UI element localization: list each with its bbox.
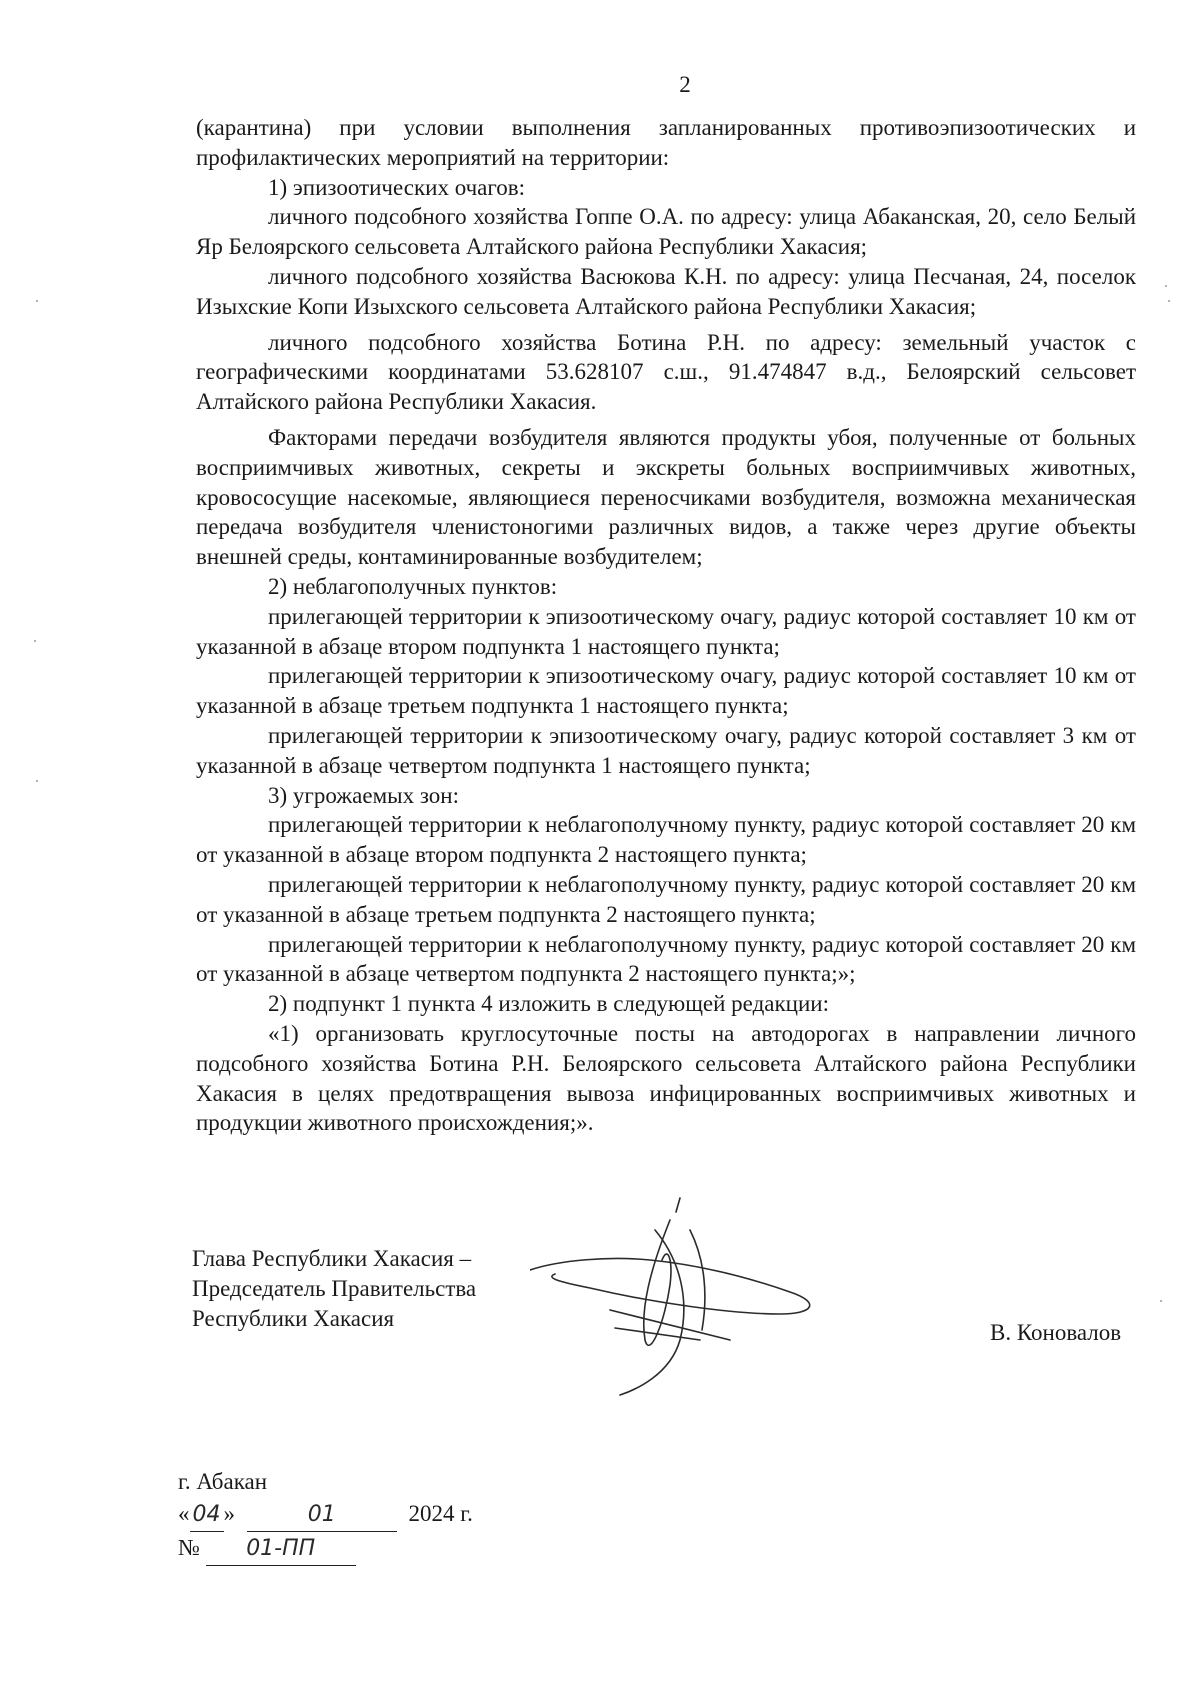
- paragraph: (карантина) при условии выполнения запланированных противоэпизоотических и профилактических мероприятий на территории:: [196, 115, 1136, 170]
- signatory-title-line: Республики Хакасия: [192, 1306, 395, 1331]
- date-line: [178, 1498, 473, 1532]
- paragraph: личного подсобного хозяйства Васюкова К.Н. по адресу: улица Песчаная, 24, поселок Изыхские Копи Изыхского сельсовета Алтайского района Республики Хакасия;: [196, 263, 1136, 319]
- signatory-title-line: Глава Республики Хакасия –: [192, 1246, 472, 1271]
- document-footer: [178, 1466, 473, 1566]
- date-day: 04: [190, 1499, 224, 1532]
- number-line: [178, 1532, 473, 1566]
- signatory-title-line: Председатель Правительства: [192, 1276, 477, 1301]
- paragraph: личного подсобного хозяйства Ботина Р.Н. по адресу: земельный участок с географическими координатами 53.628107 с.ш., 91.474847 в.д., Белоярский сельсовет Алтайского района Республики Хакасия.: [196, 329, 1136, 415]
- document-body: [196, 113, 1136, 1138]
- date-month: 01: [247, 1499, 397, 1532]
- paragraph: прилегающей территории к эпизоотическому очагу, радиус которой составляет 10 км от указанной в абзаце третьем подпункта 1 настоящего пункта;: [196, 663, 1136, 719]
- paragraph: личного подсобного хозяйства Гоппе О.А. по адресу: улица Абаканская, 20, село Белый Яр Белоярского сельсовета Алтайского района Республики Хакасия;: [196, 204, 1136, 260]
- paragraph: 1) эпизоотических очагов:: [268, 174, 525, 200]
- quote-close: »: [223, 1501, 235, 1526]
- paragraph: прилегающей территории к неблагополучному пункту, радиус которой составляет 20 км от указанной в абзаце третьем подпункта 2 настоящего пункта;: [196, 871, 1136, 927]
- paragraph: 3) угрожаемых зон:: [268, 782, 459, 808]
- signatory-name: В. Коновалов: [990, 1320, 1122, 1345]
- date-year: 2024 г.: [408, 1501, 473, 1526]
- signatory-title: [192, 1244, 476, 1334]
- paragraph: прилегающей территории к неблагополучному пункту, радиус которой составляет 20 км от указанной в абзаце четвертом подпункта 2 настоящего пункта;»;: [196, 931, 1136, 987]
- paragraph: 2) неблагополучных пунктов:: [268, 573, 558, 599]
- paragraph: прилегающей территории к эпизоотическому очагу, радиус которой составляет 10 км от указанной в абзаце втором подпункта 1 настоящего пункта;: [196, 603, 1136, 659]
- paragraph: 2) подпункт 1 пункта 4 изложить в следующей редакции:: [268, 991, 829, 1017]
- page-number: 2: [679, 72, 691, 97]
- paragraph: прилегающей территории к неблагополучному пункту, радиус которой составляет 20 км от указанной в абзаце втором подпункта 2 настоящего пункта;: [196, 812, 1136, 868]
- city-line: [178, 1466, 473, 1498]
- quote-open: «: [178, 1501, 190, 1526]
- document-number: 01-ПП: [206, 1533, 356, 1566]
- number-prefix: №: [178, 1535, 200, 1560]
- paragraph: прилегающей территории к эпизоотическому очагу, радиус которой составляет 3 км от указанной в абзаце четвертом подпункта 1 настоящего пункта;: [196, 722, 1136, 778]
- paragraph: Факторами передачи возбудителя являются продукты убоя, полученные от больных восприимчивых животных, секреты и экскреты больных восприимчивых животных, кровососущие насекомые, являющиеся переносчиками возбудителя, возможна механическая передача возбудителя членистоногими различных видов, а также через другие объекты внешней среды, контаминированные возбудителем;: [196, 424, 1136, 570]
- handwritten-signature: [530, 1190, 870, 1400]
- city: г. Абакан: [178, 1469, 268, 1494]
- paragraph: «1) организовать круглосуточные посты на автодорогах в направлении личного подсобного хозяйства Ботина Р.Н. Белоярского сельсовета Алтайского района Республики Хакасия в целях предотвращения вывоза инфицированных восприимчивых животных и продукции животного происхождения;».: [196, 1020, 1136, 1136]
